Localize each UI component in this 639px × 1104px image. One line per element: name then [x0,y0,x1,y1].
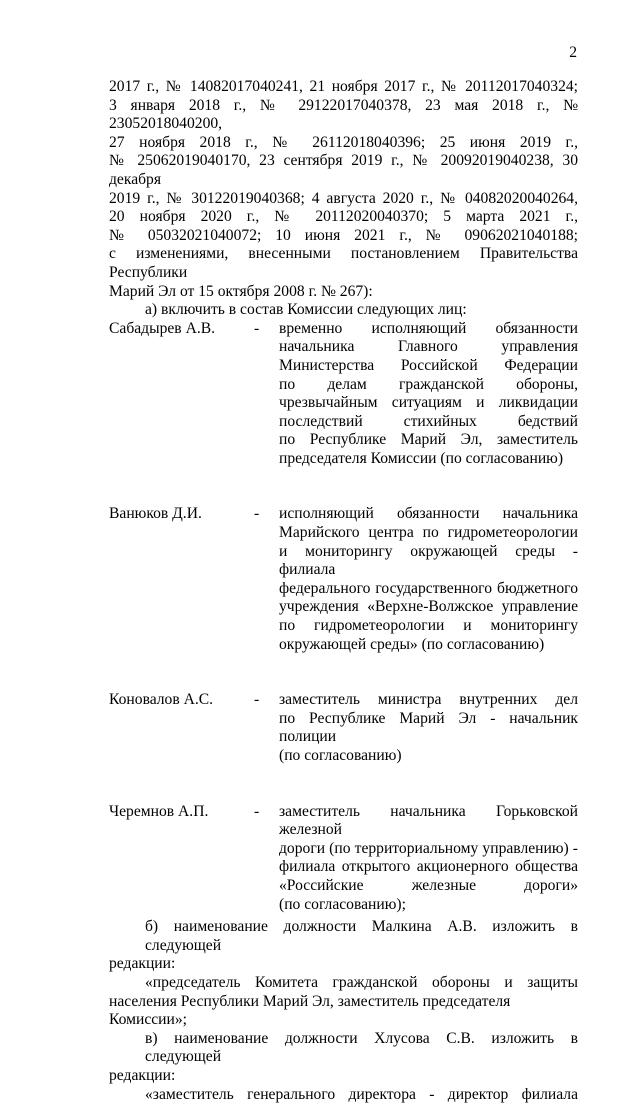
text-line: «председатель Комитета гражданской обороны и защиты [109,974,578,993]
item-a: а) включить в состав Комиссии следующих лиц: [109,301,578,320]
member-name: Сабадырев А.В. [109,320,254,469]
member-name: Ванюков Д.И. [109,505,254,654]
text-line: чрезвычайным ситуациям и ликвидации [279,394,578,413]
item-c-quote [109,1086,578,1104]
spacer [109,766,578,803]
text-line: редакции: [109,1067,578,1086]
member-dash: - [254,320,279,469]
text-line: в) наименование должности Хлусова С.В. изложить в следующей [109,1030,578,1067]
text-line: «Российские железные дороги» [279,877,578,896]
document-body [109,78,578,1104]
text-line: 2019 г., № 30122019040368; 4 августа 2020 г., № 04082020040264, [109,190,578,209]
text-line: Министерства Российской Федерации [279,357,578,376]
text-line: по Республике Марий Эл, заместитель [279,431,578,450]
text-line: дороги (по территориальному управлению) - [279,840,578,859]
member-dash: - [254,691,279,765]
text-line: заместитель начальника Горьковской железной [279,803,578,840]
member-entry [109,320,578,469]
text-line: окружающей среды» (по согласованию) [279,636,578,655]
member-position [279,320,578,469]
text-line: и мониторингу окружающей среды - филиала [279,543,578,580]
member-name: Черемнов А.П. [109,803,254,915]
text-line: начальника Главного управления [279,338,578,357]
text-line: Марийского центра по гидрометеорологии [279,524,578,543]
member-dash: - [254,505,279,654]
text-line: редакции: [109,955,578,974]
text-line: Марий Эл от 15 октября 2008 г. № 267): [109,283,578,302]
member-name: Коновалов А.С. [109,691,254,765]
text-line: филиала открытого акционерного общества [279,858,578,877]
member-entry [109,505,578,654]
text-line: по делам гражданской обороны, [279,376,578,395]
page-number: 2 [569,44,577,62]
item-b-quote [109,974,578,1030]
item-b [109,918,578,974]
member-entry [109,803,578,915]
member-dash: - [254,803,279,915]
text-line: «заместитель генерального директора - директор филиала [109,1086,578,1104]
spacer [109,468,578,505]
text-line: по гидрометеорологии и мониторингу [279,617,578,636]
text-line: 2017 г., № 14082017040241, 21 ноября 2017 г., № 20112017040324; [109,78,578,97]
text-line: последствий стихийных бедствий [279,413,578,432]
member-position [279,691,578,765]
intro-paragraph [109,78,578,301]
text-line: б) наименование должности Малкина А.В. изложить в следующей [109,918,578,955]
spacer [109,654,578,691]
text-line: заместитель министра внутренних дел [279,691,578,710]
text-line: № 25062019040170, 23 сентября 2019 г., № 20092019040238, 30 декабря [109,152,578,189]
text-line: населения Республики Марий Эл, заместитель председателя Комиссии»; [109,993,578,1030]
text-line: учреждения «Верхне-Волжское управление [279,598,578,617]
member-position [279,505,578,654]
text-line: с изменениями, внесенными постановлением Правительства Республики [109,245,578,282]
item-c [109,1030,578,1086]
text-line: (по согласованию); [279,896,578,915]
text-line: председателя Комиссии (по согласованию) [279,450,578,469]
text-line: 27 ноября 2018 г., № 26112018040396; 25 июня 2019 г., [109,134,578,153]
member-entry [109,691,578,765]
text-line: (по согласованию) [279,747,578,766]
text-line: временно исполняющий обязанности [279,320,578,339]
text-line: 20 ноября 2020 г., № 20112020040370; 5 марта 2021 г., [109,208,578,227]
text-line: 3 января 2018 г., № 29122017040378, 23 мая 2018 г., № 23052018040200, [109,97,578,134]
text-line: № 05032021040072; 10 июня 2021 г., № 09062021040188; [109,227,578,246]
text-line: федерального государственного бюджетного [279,580,578,599]
text-line: исполняющий обязанности начальника [279,505,578,524]
member-position [279,803,578,915]
text-line: по Республике Марий Эл - начальник полиции [279,710,578,747]
